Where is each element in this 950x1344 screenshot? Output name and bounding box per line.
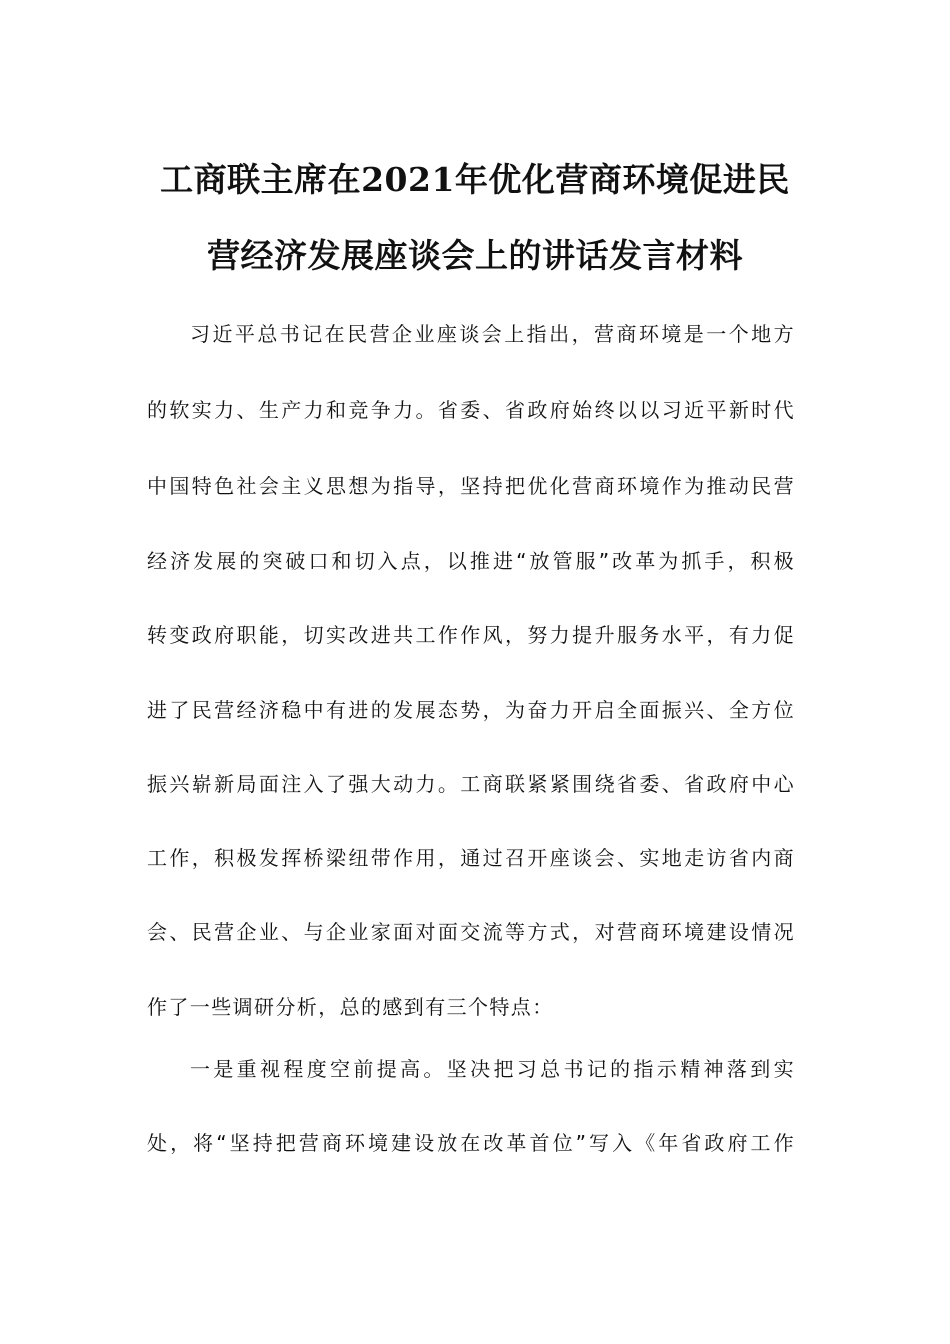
paragraph-line: 中国特色社会主义思想为指导，坚持把优化营商环境作为推动民营 <box>147 474 795 498</box>
paragraph-line: 处，将“坚持把营商环境建设放在改革首位”写入《年省政府工作 <box>147 1131 795 1155</box>
paragraph-line: 一是重视程度空前提高。坚决把习总书记的指示精神落到实 <box>190 1057 795 1081</box>
paragraph-line: 的软实力、生产力和竞争力。省委、省政府始终以以习近平新时代 <box>147 398 795 422</box>
paragraph-line: 习近平总书记在民营企业座谈会上指出，营商环境是一个地方 <box>190 322 795 346</box>
paragraph-line: 工作，积极发挥桥梁纽带作用，通过召开座谈会、实地走访省内商 <box>147 846 795 870</box>
paragraph-line: 经济发展的突破口和切入点，以推进“放管服”改革为抓手，积极 <box>147 549 795 573</box>
paragraph-line: 转变政府职能，切实改进共工作作风，努力提升服务水平，有力促 <box>147 623 795 647</box>
document-title-line-1: 工商联主席在2021年优化营商环境促进民 <box>160 160 790 200</box>
paragraph-line: 作了一些调研分析，总的感到有三个特点： <box>147 995 554 1019</box>
paragraph-line: 会、民营企业、与企业家面对面交流等方式，对营商环境建设情况 <box>147 920 795 944</box>
paragraph-line: 振兴崭新局面注入了强大动力。工商联紧紧围绕省委、省政府中心 <box>147 772 795 796</box>
document-title-line-2: 营经济发展座谈会上的讲话发言材料 <box>207 236 743 276</box>
paragraph-line: 进了民营经济稳中有进的发展态势，为奋力开启全面振兴、全方位 <box>147 698 795 722</box>
